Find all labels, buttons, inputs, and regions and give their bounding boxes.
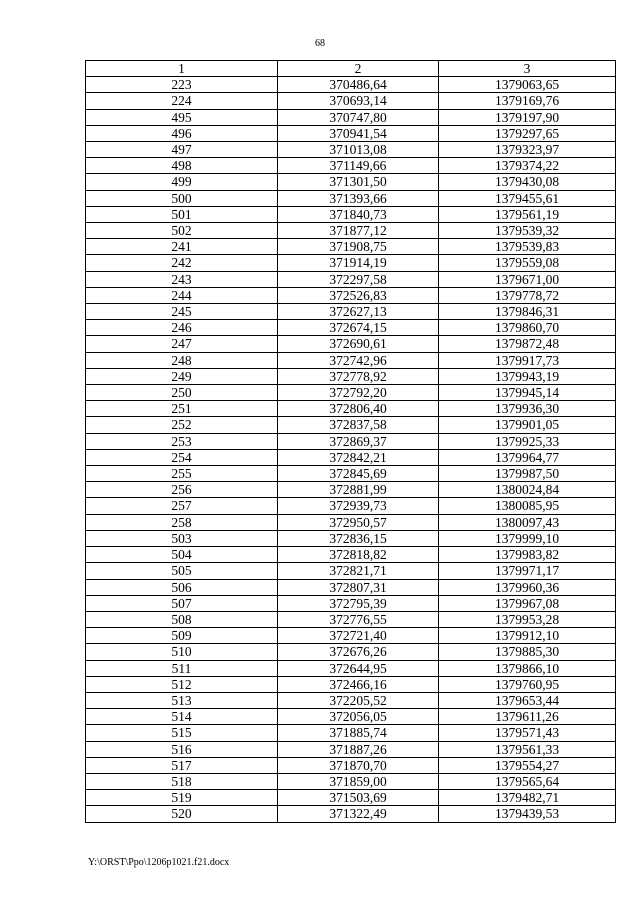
table-row xyxy=(86,660,616,676)
table-row xyxy=(86,514,616,530)
point-number-cell: 256 xyxy=(86,482,278,498)
point-number-cell: 497 xyxy=(86,142,278,158)
x-coordinate-cell: 371877,12 xyxy=(278,223,439,239)
table-row xyxy=(86,385,616,401)
table-row xyxy=(86,498,616,514)
y-coordinate-cell: 1379571,43 xyxy=(439,725,616,741)
table-row xyxy=(86,709,616,725)
point-number-cell: 252 xyxy=(86,417,278,433)
y-coordinate-cell: 1379671,00 xyxy=(439,271,616,287)
x-coordinate-cell: 372842,21 xyxy=(278,449,439,465)
y-coordinate-cell: 1379539,83 xyxy=(439,239,616,255)
y-coordinate-cell: 1379197,90 xyxy=(439,109,616,125)
x-coordinate-cell: 372778,92 xyxy=(278,368,439,384)
point-number-cell: 503 xyxy=(86,530,278,546)
point-number-cell: 247 xyxy=(86,336,278,352)
column-header-2: 2 xyxy=(278,61,439,77)
point-number-cell: 257 xyxy=(86,498,278,514)
point-number-cell: 249 xyxy=(86,368,278,384)
y-coordinate-cell: 1379885,30 xyxy=(439,644,616,660)
x-coordinate-cell: 371870,70 xyxy=(278,757,439,773)
x-coordinate-cell: 372297,58 xyxy=(278,271,439,287)
x-coordinate-cell: 372526,83 xyxy=(278,287,439,303)
y-coordinate-cell: 1379925,33 xyxy=(439,433,616,449)
y-coordinate-cell: 1379901,05 xyxy=(439,417,616,433)
point-number-cell: 248 xyxy=(86,352,278,368)
point-number-cell: 501 xyxy=(86,206,278,222)
y-coordinate-cell: 1379866,10 xyxy=(439,660,616,676)
table-row xyxy=(86,676,616,692)
table-header xyxy=(86,61,616,77)
y-coordinate-cell: 1379945,14 xyxy=(439,385,616,401)
table-row xyxy=(86,401,616,417)
x-coordinate-cell: 372644,95 xyxy=(278,660,439,676)
table-row xyxy=(86,741,616,757)
table-row xyxy=(86,287,616,303)
point-number-cell: 258 xyxy=(86,514,278,530)
point-number-cell: 251 xyxy=(86,401,278,417)
point-number-cell: 511 xyxy=(86,660,278,676)
point-number-cell: 515 xyxy=(86,725,278,741)
x-coordinate-cell: 372466,16 xyxy=(278,676,439,692)
point-number-cell: 223 xyxy=(86,77,278,93)
table-row xyxy=(86,773,616,789)
table-row xyxy=(86,579,616,595)
y-coordinate-cell: 1379554,27 xyxy=(439,757,616,773)
y-coordinate-cell: 1379323,97 xyxy=(439,142,616,158)
point-number-cell: 509 xyxy=(86,628,278,644)
table-row xyxy=(86,352,616,368)
y-coordinate-cell: 1379169,76 xyxy=(439,93,616,109)
x-coordinate-cell: 371840,73 xyxy=(278,206,439,222)
y-coordinate-cell: 1379561,33 xyxy=(439,741,616,757)
table-row xyxy=(86,93,616,109)
y-coordinate-cell: 1379964,77 xyxy=(439,449,616,465)
x-coordinate-cell: 372806,40 xyxy=(278,401,439,417)
point-number-cell: 516 xyxy=(86,741,278,757)
x-coordinate-cell: 371503,69 xyxy=(278,790,439,806)
x-coordinate-cell: 372690,61 xyxy=(278,336,439,352)
y-coordinate-cell: 1379960,36 xyxy=(439,579,616,595)
x-coordinate-cell: 372821,71 xyxy=(278,563,439,579)
y-coordinate-cell: 1379430,08 xyxy=(439,174,616,190)
point-number-cell: 506 xyxy=(86,579,278,595)
point-number-cell: 508 xyxy=(86,611,278,627)
table-row xyxy=(86,482,616,498)
table-row xyxy=(86,757,616,773)
point-number-cell: 496 xyxy=(86,125,278,141)
table-row xyxy=(86,611,616,627)
table-row xyxy=(86,417,616,433)
point-number-cell: 519 xyxy=(86,790,278,806)
table-row xyxy=(86,77,616,93)
x-coordinate-cell: 372837,58 xyxy=(278,417,439,433)
y-coordinate-cell: 1379987,50 xyxy=(439,466,616,482)
column-header-1: 1 xyxy=(86,61,278,77)
y-coordinate-cell: 1379561,19 xyxy=(439,206,616,222)
table-row xyxy=(86,304,616,320)
footer-file-path: Y:\ORST\Ppo\1206p1021.f21.docx xyxy=(88,857,230,868)
x-coordinate-cell: 372950,57 xyxy=(278,514,439,530)
point-number-cell: 517 xyxy=(86,757,278,773)
table-row xyxy=(86,628,616,644)
table-row xyxy=(86,125,616,141)
table-row xyxy=(86,466,616,482)
point-number-cell: 512 xyxy=(86,676,278,692)
point-number-cell: 498 xyxy=(86,158,278,174)
point-number-cell: 510 xyxy=(86,644,278,660)
y-coordinate-cell: 1379439,53 xyxy=(439,806,616,822)
point-number-cell: 241 xyxy=(86,239,278,255)
point-number-cell: 495 xyxy=(86,109,278,125)
x-coordinate-cell: 371393,66 xyxy=(278,190,439,206)
y-coordinate-cell: 1379778,72 xyxy=(439,287,616,303)
x-coordinate-cell: 372205,52 xyxy=(278,692,439,708)
x-coordinate-cell: 372792,20 xyxy=(278,385,439,401)
x-coordinate-cell: 372627,13 xyxy=(278,304,439,320)
table-row xyxy=(86,644,616,660)
point-number-cell: 500 xyxy=(86,190,278,206)
y-coordinate-cell: 1379936,30 xyxy=(439,401,616,417)
x-coordinate-cell: 372676,26 xyxy=(278,644,439,660)
table-row xyxy=(86,109,616,125)
point-number-cell: 246 xyxy=(86,320,278,336)
y-coordinate-cell: 1380085,95 xyxy=(439,498,616,514)
y-coordinate-cell: 1379559,08 xyxy=(439,255,616,271)
x-coordinate-cell: 370941,54 xyxy=(278,125,439,141)
y-coordinate-cell: 1379943,19 xyxy=(439,368,616,384)
point-number-cell: 245 xyxy=(86,304,278,320)
table-row xyxy=(86,433,616,449)
table-row xyxy=(86,595,616,611)
y-coordinate-cell: 1379482,71 xyxy=(439,790,616,806)
x-coordinate-cell: 372807,31 xyxy=(278,579,439,595)
x-coordinate-cell: 372056,05 xyxy=(278,709,439,725)
point-number-cell: 254 xyxy=(86,449,278,465)
y-coordinate-cell: 1379565,64 xyxy=(439,773,616,789)
page-number: 68 xyxy=(315,38,325,49)
x-coordinate-cell: 370747,80 xyxy=(278,109,439,125)
table-body xyxy=(86,77,616,822)
point-number-cell: 502 xyxy=(86,223,278,239)
x-coordinate-cell: 370486,64 xyxy=(278,77,439,93)
point-number-cell: 518 xyxy=(86,773,278,789)
y-coordinate-cell: 1379999,10 xyxy=(439,530,616,546)
point-number-cell: 255 xyxy=(86,466,278,482)
table-row xyxy=(86,692,616,708)
table-row xyxy=(86,725,616,741)
table-row xyxy=(86,336,616,352)
x-coordinate-cell: 370693,14 xyxy=(278,93,439,109)
table-row xyxy=(86,547,616,563)
point-number-cell: 520 xyxy=(86,806,278,822)
y-coordinate-cell: 1379760,95 xyxy=(439,676,616,692)
table-row xyxy=(86,142,616,158)
table-row xyxy=(86,255,616,271)
table-row xyxy=(86,449,616,465)
point-number-cell: 242 xyxy=(86,255,278,271)
y-coordinate-cell: 1379967,08 xyxy=(439,595,616,611)
point-number-cell: 250 xyxy=(86,385,278,401)
x-coordinate-cell: 371859,00 xyxy=(278,773,439,789)
table-row xyxy=(86,206,616,222)
table-row xyxy=(86,239,616,255)
x-coordinate-cell: 371149,66 xyxy=(278,158,439,174)
table-row xyxy=(86,223,616,239)
point-number-cell: 504 xyxy=(86,547,278,563)
x-coordinate-cell: 372742,96 xyxy=(278,352,439,368)
y-coordinate-cell: 1379860,70 xyxy=(439,320,616,336)
x-coordinate-cell: 371885,74 xyxy=(278,725,439,741)
x-coordinate-cell: 372776,55 xyxy=(278,611,439,627)
table-row xyxy=(86,174,616,190)
y-coordinate-cell: 1379653,44 xyxy=(439,692,616,708)
table-row xyxy=(86,806,616,822)
x-coordinate-cell: 372674,15 xyxy=(278,320,439,336)
point-number-cell: 244 xyxy=(86,287,278,303)
y-coordinate-cell: 1379611,26 xyxy=(439,709,616,725)
y-coordinate-cell: 1379374,22 xyxy=(439,158,616,174)
table-row xyxy=(86,368,616,384)
point-number-cell: 505 xyxy=(86,563,278,579)
table-row xyxy=(86,158,616,174)
x-coordinate-cell: 372818,82 xyxy=(278,547,439,563)
point-number-cell: 514 xyxy=(86,709,278,725)
table-row xyxy=(86,530,616,546)
point-number-cell: 499 xyxy=(86,174,278,190)
y-coordinate-cell: 1380097,43 xyxy=(439,514,616,530)
point-number-cell: 243 xyxy=(86,271,278,287)
y-coordinate-cell: 1379912,10 xyxy=(439,628,616,644)
y-coordinate-cell: 1379297,65 xyxy=(439,125,616,141)
x-coordinate-cell: 372869,37 xyxy=(278,433,439,449)
table-row xyxy=(86,190,616,206)
table-header-row xyxy=(86,61,616,77)
y-coordinate-cell: 1379539,32 xyxy=(439,223,616,239)
point-number-cell: 513 xyxy=(86,692,278,708)
y-coordinate-cell: 1380024,84 xyxy=(439,482,616,498)
x-coordinate-cell: 371322,49 xyxy=(278,806,439,822)
table-row xyxy=(86,563,616,579)
table-row xyxy=(86,320,616,336)
x-coordinate-cell: 372881,99 xyxy=(278,482,439,498)
coordinates-table xyxy=(85,60,616,823)
x-coordinate-cell: 372836,15 xyxy=(278,530,439,546)
table-row xyxy=(86,271,616,287)
y-coordinate-cell: 1379455,61 xyxy=(439,190,616,206)
table-row xyxy=(86,790,616,806)
x-coordinate-cell: 371013,08 xyxy=(278,142,439,158)
x-coordinate-cell: 372721,40 xyxy=(278,628,439,644)
point-number-cell: 253 xyxy=(86,433,278,449)
y-coordinate-cell: 1379917,73 xyxy=(439,352,616,368)
point-number-cell: 224 xyxy=(86,93,278,109)
x-coordinate-cell: 371914,19 xyxy=(278,255,439,271)
point-number-cell: 507 xyxy=(86,595,278,611)
x-coordinate-cell: 371908,75 xyxy=(278,239,439,255)
y-coordinate-cell: 1379983,82 xyxy=(439,547,616,563)
x-coordinate-cell: 372939,73 xyxy=(278,498,439,514)
y-coordinate-cell: 1379971,17 xyxy=(439,563,616,579)
y-coordinate-cell: 1379846,31 xyxy=(439,304,616,320)
x-coordinate-cell: 371301,50 xyxy=(278,174,439,190)
x-coordinate-cell: 371887,26 xyxy=(278,741,439,757)
x-coordinate-cell: 372845,69 xyxy=(278,466,439,482)
x-coordinate-cell: 372795,39 xyxy=(278,595,439,611)
y-coordinate-cell: 1379063,65 xyxy=(439,77,616,93)
y-coordinate-cell: 1379872,48 xyxy=(439,336,616,352)
y-coordinate-cell: 1379953,28 xyxy=(439,611,616,627)
column-header-3: 3 xyxy=(439,61,616,77)
